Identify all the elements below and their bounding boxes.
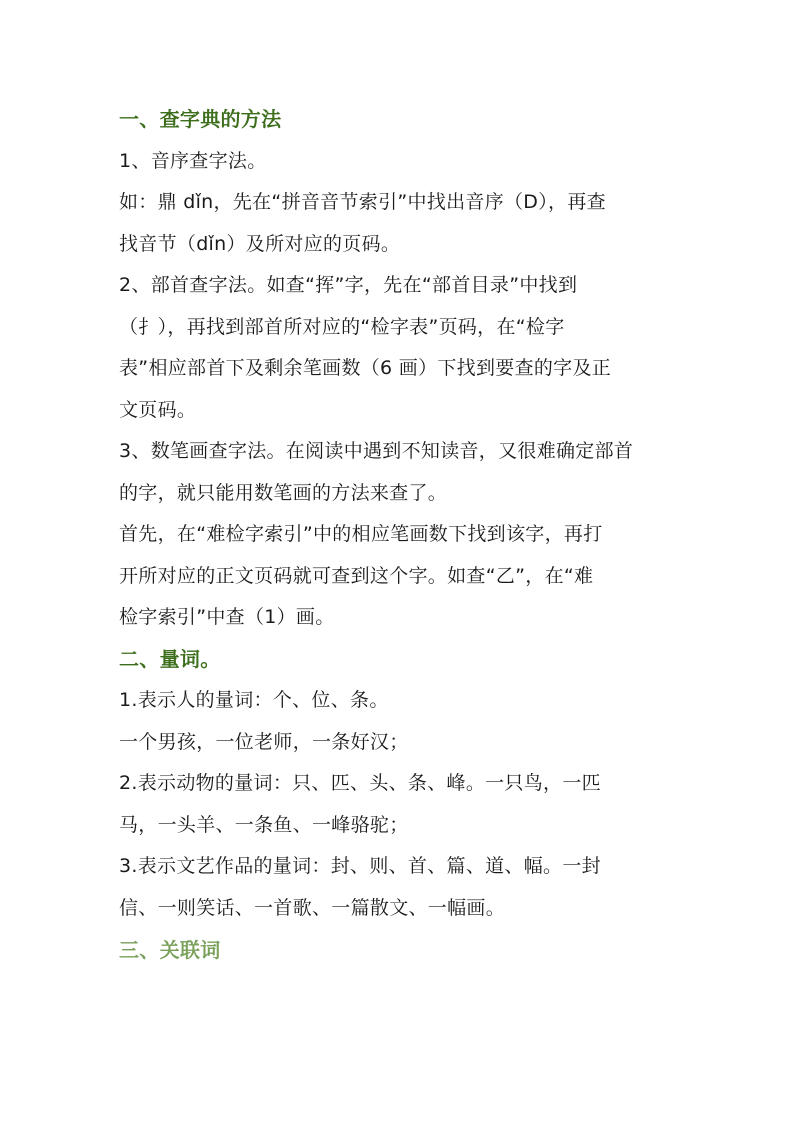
paragraph-line: 马，一头羊、一条鱼、一峰骆驼； xyxy=(119,814,409,836)
paragraph-line: 2.表示动物的量词：只、匹、头、条、峰。一只鸟，一匹 xyxy=(119,772,601,794)
paragraph-line: （扌），再找到部首所对应的“检字表”页码，在“检字 xyxy=(119,316,565,338)
paragraph-line: 检字索引”中查（1）画。 xyxy=(119,606,335,628)
paragraph-line: 表”相应部首下及剩余笔画数（6 画）下找到要查的字及正 xyxy=(119,357,612,379)
paragraph-line: 找音节（dǐn）及所对应的页码。 xyxy=(119,233,401,255)
paragraph-line: 首先，在“难检字索引”中的相应笔画数下找到该字，再打 xyxy=(119,523,603,545)
paragraph-line: 1、音序查字法。 xyxy=(119,150,267,172)
paragraph-line: 3.表示文艺作品的量词：封、则、首、篇、道、幅。一封 xyxy=(119,855,601,877)
paragraph-line: 开所对应的正文页码就可查到这个字。如查“乙”，在“难 xyxy=(119,565,594,587)
paragraph-line: 3、数笔画查字法。在阅读中遇到不知读音，又很难确定部首 xyxy=(119,440,634,462)
section-heading-measure-words: 二、量词。 xyxy=(119,647,221,671)
paragraph-line: 信、一则笑话、一首歌、一篇散文、一幅画。 xyxy=(119,897,506,919)
paragraph-line: 文页码。 xyxy=(119,399,197,421)
section-heading-conjunctions: 三、关联词 xyxy=(119,938,221,962)
paragraph-line: 如：鼎 dǐn，先在“拼音音节索引”中找出音序（D），再查 xyxy=(119,191,606,213)
paragraph-line: 1.表示人的量词：个、位、条。 xyxy=(119,689,389,711)
paragraph-line: 的字，就只能用数笔画的方法来查了。 xyxy=(119,482,448,504)
section-heading-dictionary-methods: 一、查字典的方法 xyxy=(119,107,282,131)
paragraph-line: 一个男孩，一位老师，一条好汉； xyxy=(119,731,409,753)
paragraph-line: 2、部首查字法。如查“挥”字，先在“部首目录”中找到 xyxy=(119,274,578,296)
